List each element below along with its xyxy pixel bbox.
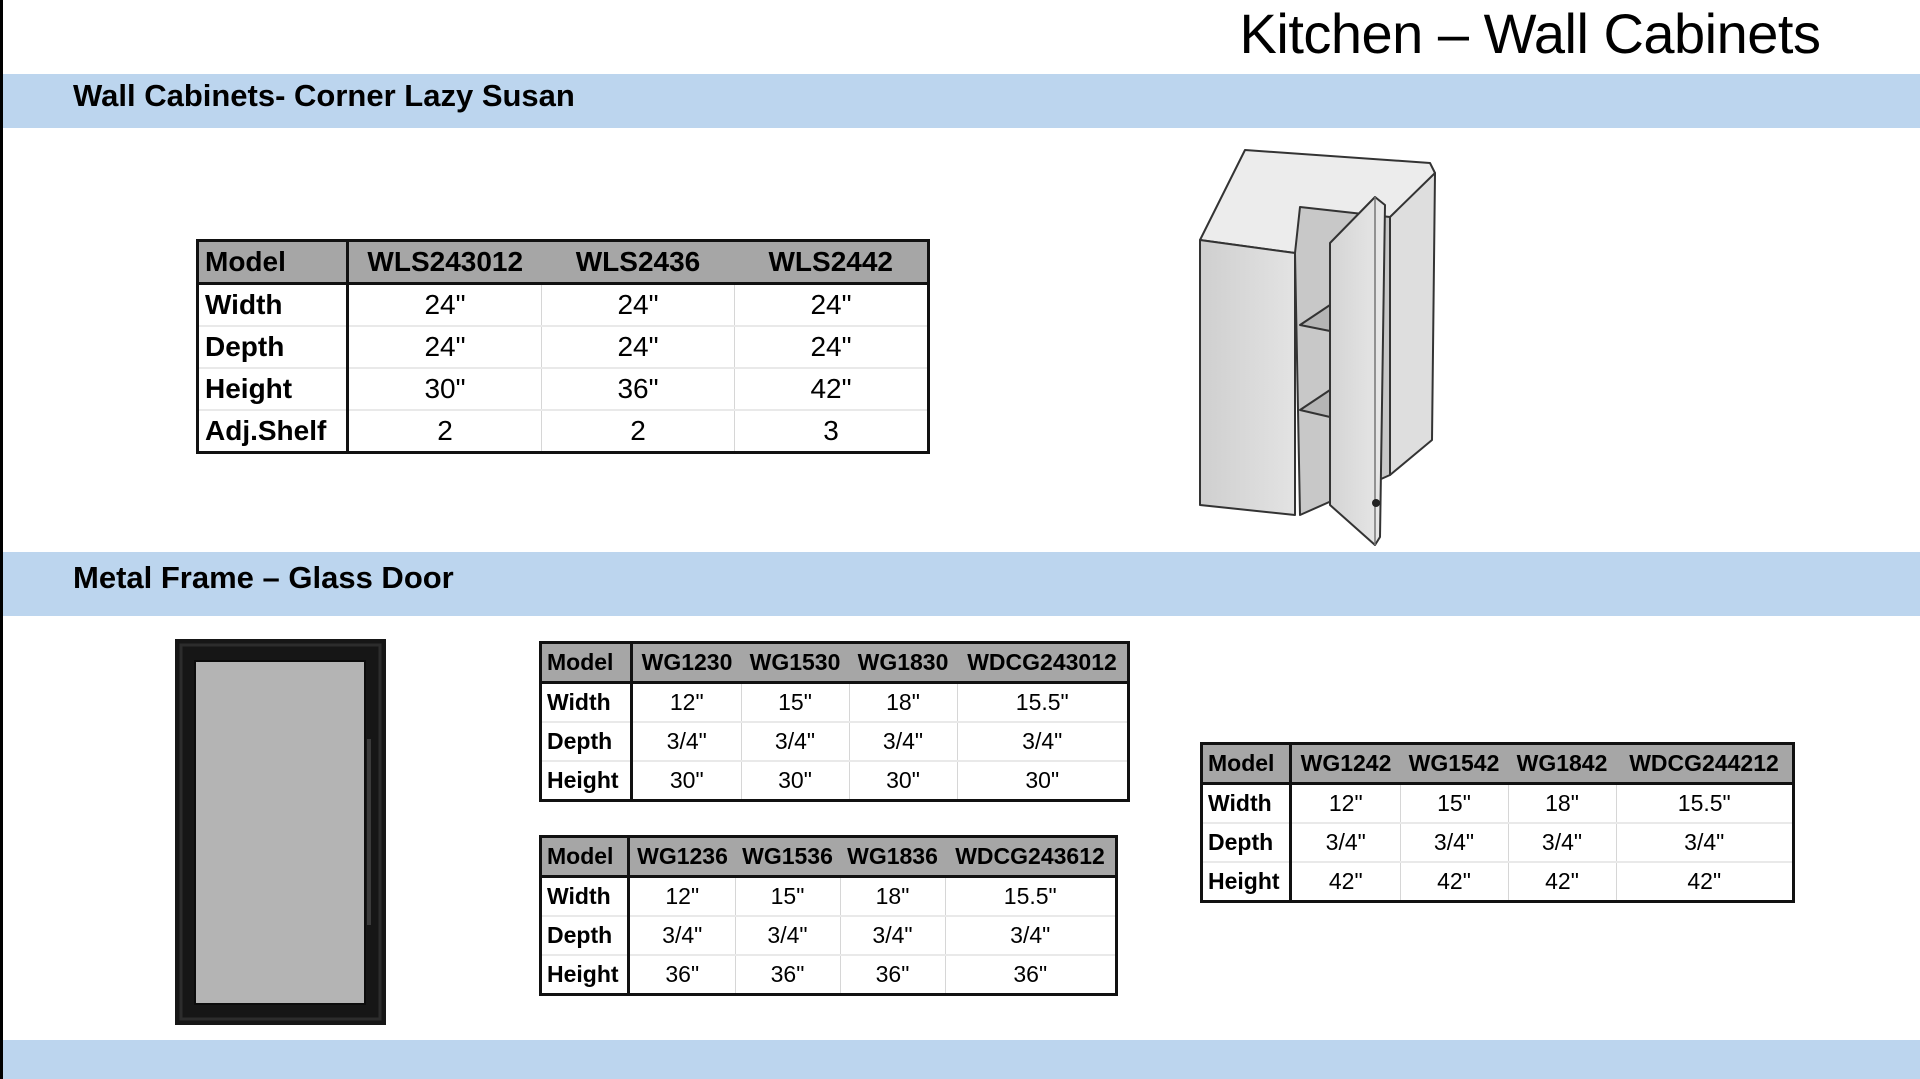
table-header-cell: Model <box>198 241 348 284</box>
table-header-cell: WG1236 <box>629 837 736 877</box>
table-cell: 15.5" <box>1616 784 1794 824</box>
table-cell: 24" <box>348 284 542 327</box>
table-cell: 42" <box>735 368 929 410</box>
table-cell: 2 <box>348 410 542 453</box>
table-cell: 3/4" <box>957 722 1129 761</box>
table-row <box>1202 784 1794 824</box>
table-header-cell: WG1230 <box>632 643 742 683</box>
row-label: Width <box>541 683 632 723</box>
table-header-cell: WDCG244212 <box>1616 744 1794 784</box>
table-cell: 3/4" <box>840 916 945 955</box>
table-row <box>541 722 1129 761</box>
table-header-cell: WG1530 <box>741 643 849 683</box>
section-title-lazy-susan: Wall Cabinets- Corner Lazy Susan <box>73 78 575 113</box>
table-cell: 3/4" <box>632 722 742 761</box>
row-label: Width <box>541 877 629 917</box>
table-header-row <box>1202 744 1794 784</box>
table-cell: 42" <box>1291 862 1401 902</box>
section-band-glass-door <box>3 552 1920 616</box>
table-cell: 12" <box>632 683 742 723</box>
table-header-cell: WG1242 <box>1291 744 1401 784</box>
table-header-cell: WLS243012 <box>348 241 542 284</box>
table-row <box>198 326 929 368</box>
table-cell: 3/4" <box>1291 823 1401 862</box>
table-header-cell: WDCG243012 <box>957 643 1129 683</box>
table-cell: 36" <box>735 955 840 995</box>
row-label: Height <box>1202 862 1291 902</box>
table-header-cell: Model <box>541 837 629 877</box>
table-cell: 42" <box>1508 862 1616 902</box>
table-row <box>198 410 929 453</box>
table-cell: 3/4" <box>1616 823 1794 862</box>
bottom-band <box>3 1040 1920 1079</box>
row-label: Depth <box>198 326 348 368</box>
glass-door-42-spec-table <box>1200 742 1795 903</box>
glass-door-30-spec-table <box>539 641 1130 802</box>
table-row <box>198 284 929 327</box>
row-label: Height <box>541 761 632 801</box>
table-cell: 3/4" <box>1508 823 1616 862</box>
table-cell: 18" <box>849 683 957 723</box>
table-row <box>1202 823 1794 862</box>
table-cell: 30" <box>849 761 957 801</box>
table-header-cell: WLS2442 <box>735 241 929 284</box>
section-title-glass-door: Metal Frame – Glass Door <box>73 560 454 595</box>
row-label: Depth <box>541 916 629 955</box>
table-cell: 24" <box>735 284 929 327</box>
lazy-susan-spec-table <box>196 239 930 454</box>
table-header-cell: WDCG243612 <box>945 837 1117 877</box>
table-row <box>541 877 1117 917</box>
table-header-cell: WG1830 <box>849 643 957 683</box>
corner-lazy-susan-cabinet-image <box>1190 135 1450 550</box>
table-cell: 2 <box>542 410 735 453</box>
table-cell: 3/4" <box>849 722 957 761</box>
table-cell: 3/4" <box>629 916 736 955</box>
table-header-cell: WG1842 <box>1508 744 1616 784</box>
table-cell: 3/4" <box>1400 823 1508 862</box>
row-label: Height <box>541 955 629 995</box>
table-cell: 12" <box>629 877 736 917</box>
table-cell: 15" <box>1400 784 1508 824</box>
table-header-cell: WG1536 <box>735 837 840 877</box>
table-cell: 42" <box>1400 862 1508 902</box>
table-cell: 18" <box>1508 784 1616 824</box>
table-cell: 24" <box>542 284 735 327</box>
section-band-lazy-susan <box>3 74 1920 128</box>
table-header-row <box>198 241 929 284</box>
table-cell: 15" <box>735 877 840 917</box>
glass-door-36-spec-table <box>539 835 1118 996</box>
table-row <box>198 368 929 410</box>
table-row <box>541 761 1129 801</box>
table-cell: 18" <box>840 877 945 917</box>
table-header-cell: WG1542 <box>1400 744 1508 784</box>
table-cell: 24" <box>348 326 542 368</box>
table-header-row <box>541 643 1129 683</box>
table-header-cell: WG1836 <box>840 837 945 877</box>
row-label: Width <box>198 284 348 327</box>
left-edge-rule <box>0 0 3 1079</box>
table-cell: 15.5" <box>957 683 1129 723</box>
glass-door-cabinet-image <box>175 639 386 1025</box>
table-header-row <box>541 837 1117 877</box>
table-cell: 15.5" <box>945 877 1117 917</box>
table-cell: 30" <box>348 368 542 410</box>
table-row <box>541 955 1117 995</box>
table-row <box>541 683 1129 723</box>
table-cell: 36" <box>542 368 735 410</box>
page-title: Kitchen – Wall Cabinets <box>1239 2 1821 65</box>
table-cell: 30" <box>957 761 1129 801</box>
table-cell: 24" <box>542 326 735 368</box>
table-cell: 30" <box>632 761 742 801</box>
table-cell: 36" <box>629 955 736 995</box>
table-cell: 12" <box>1291 784 1401 824</box>
table-row <box>1202 862 1794 902</box>
row-label: Width <box>1202 784 1291 824</box>
table-cell: 36" <box>840 955 945 995</box>
row-label: Depth <box>1202 823 1291 862</box>
table-cell: 3/4" <box>741 722 849 761</box>
table-cell: 24" <box>735 326 929 368</box>
table-cell: 3 <box>735 410 929 453</box>
table-header-cell: WLS2436 <box>542 241 735 284</box>
table-cell: 3/4" <box>735 916 840 955</box>
table-row <box>541 916 1117 955</box>
row-label: Height <box>198 368 348 410</box>
table-cell: 30" <box>741 761 849 801</box>
row-label: Depth <box>541 722 632 761</box>
table-cell: 3/4" <box>945 916 1117 955</box>
row-label: Adj.Shelf <box>198 410 348 453</box>
table-cell: 15" <box>741 683 849 723</box>
table-header-cell: Model <box>1202 744 1291 784</box>
table-cell: 42" <box>1616 862 1794 902</box>
table-header-cell: Model <box>541 643 632 683</box>
table-cell: 36" <box>945 955 1117 995</box>
